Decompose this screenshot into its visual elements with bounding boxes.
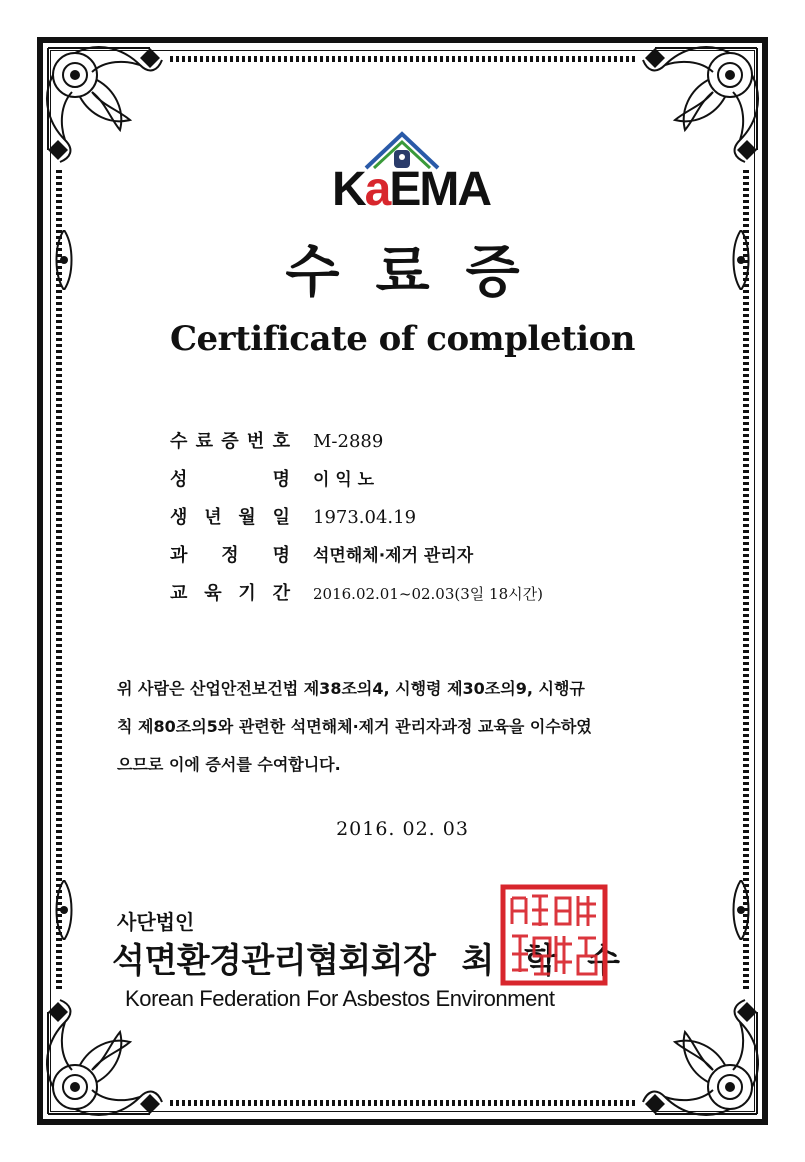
value-birthdate: 1973.04.19 <box>313 507 417 528</box>
value-name: 이 익 노 <box>313 470 375 490</box>
issuer-name-english: Korean Federation For Asbestos Environment <box>125 986 555 1011</box>
label-char: 명 <box>272 545 290 566</box>
kaema-logo <box>332 128 491 220</box>
ornament-corner-bottom-right-icon <box>625 982 775 1132</box>
label-char: 교 <box>170 583 188 604</box>
statement-line: 칙 제80조의5와 관련한 석면해체·제거 관리자과정 교육을 이수하였 <box>117 717 592 736</box>
border-band-top <box>170 56 635 62</box>
label-char: 간 <box>272 583 290 604</box>
label-char: 일 <box>272 507 290 528</box>
value-certificate-number: M-2889 <box>313 431 384 452</box>
value-training-period: 2016.02.01~02.03(3일 18시간) <box>313 585 543 603</box>
label-course-name <box>170 538 290 574</box>
label-char: 명 <box>272 469 290 490</box>
issue-date: 2016. 02. 03 <box>336 818 469 840</box>
label-char: 정 <box>221 545 239 566</box>
label-birthdate <box>170 500 290 536</box>
statement-line: 위 사람은 산업안전보건법 제38조의4, 시행령 제30조의9, 시행규 <box>117 679 585 698</box>
value-course-name: 석면해체·제거 관리자 <box>313 546 474 566</box>
label-char: 년 <box>204 507 222 528</box>
label-char: 월 <box>238 507 256 528</box>
ornament-corner-top-left-icon <box>30 30 180 180</box>
issuer-type: 사단법인 <box>117 910 195 934</box>
label-char: 료 <box>195 431 214 452</box>
label-certificate-number <box>170 424 290 460</box>
label-char: 번 <box>246 431 265 452</box>
certificate-title-korean: 수료증 <box>285 240 556 305</box>
certificate-title-english: Certificate of completion <box>169 319 635 359</box>
label-char: 기 <box>238 583 256 604</box>
label-char: 수 <box>170 431 188 452</box>
issuer-organization: 석면환경관리협회회장 <box>112 941 436 981</box>
certification-statement <box>117 670 697 784</box>
label-training-period <box>170 576 290 612</box>
label-name <box>170 462 290 498</box>
border-band-bottom <box>170 1100 635 1106</box>
ornament-side-left-bottom-icon <box>52 880 76 940</box>
label-char: 과 <box>170 545 188 566</box>
statement-line: 으므로 이에 증서를 수여합니다. <box>117 755 341 774</box>
label-char: 성 <box>170 469 188 490</box>
ornament-corner-top-right-icon <box>625 30 775 180</box>
label-char: 호 <box>272 431 290 452</box>
label-char: 증 <box>221 431 239 452</box>
label-char: 생 <box>170 507 188 528</box>
logo-wordmark: KaEMA <box>332 163 491 216</box>
ornament-side-right-bottom-icon <box>729 880 753 940</box>
issuer-president: 최학수 <box>461 941 650 981</box>
official-seal-icon <box>500 884 608 986</box>
label-char: 육 <box>204 583 222 604</box>
